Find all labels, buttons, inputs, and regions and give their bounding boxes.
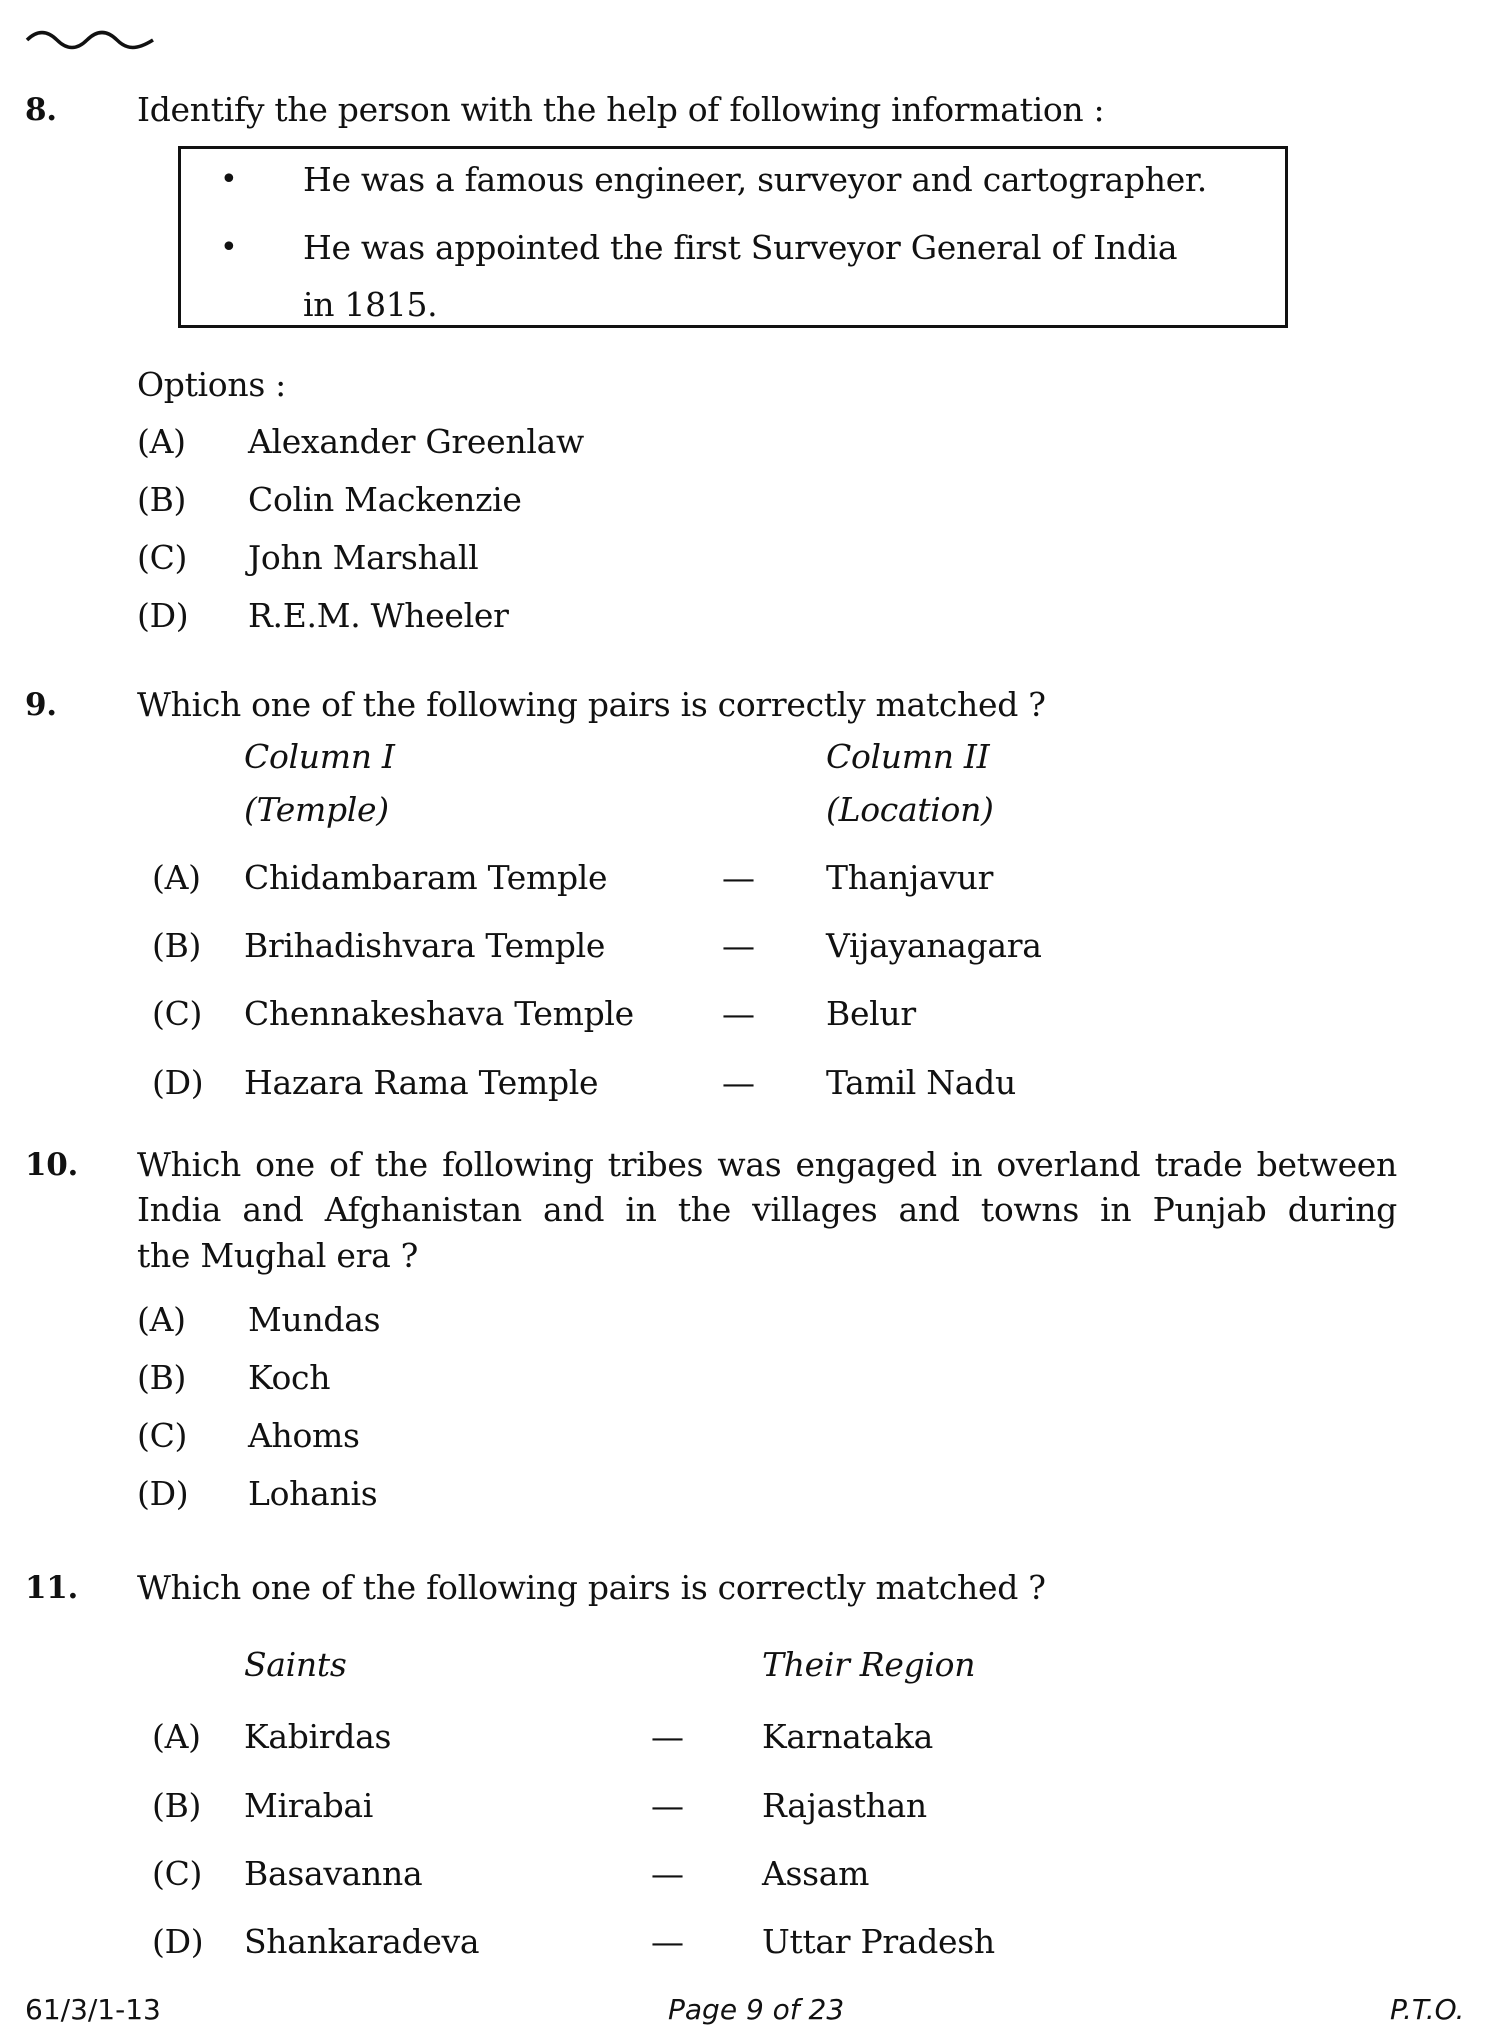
option-text: Alexander Greenlaw (248, 422, 584, 461)
pair-key: (A) (152, 1717, 201, 1756)
pair-left: Shankaradeva (244, 1922, 480, 1961)
question-text: Which one of the following pairs is correctly matched ? (137, 1568, 1046, 1607)
pair-key: (B) (152, 1786, 202, 1825)
pair-key: (C) (152, 994, 203, 1033)
dash: — (722, 858, 755, 897)
question-text-line: the Mughal era ? (137, 1236, 419, 1275)
options-label: Options : (137, 365, 286, 404)
pair-right: Belur (826, 994, 916, 1033)
pair-left: Kabirdas (244, 1717, 392, 1756)
info-line: He was appointed the first Surveyor General of India (303, 228, 1178, 267)
pair-left: Basavanna (244, 1854, 423, 1893)
page-number: Page 9 of 23 (668, 1993, 845, 2026)
dash: — (722, 994, 755, 1033)
option-key: (B) (137, 480, 187, 519)
question-number: 11. (25, 1570, 79, 1606)
pair-key: (C) (152, 1854, 203, 1893)
dash: — (651, 1854, 684, 1893)
option-key: (B) (137, 1358, 187, 1397)
option-text: Mundas (248, 1300, 381, 1339)
pair-right: Rajasthan (762, 1786, 927, 1825)
option-text: R.E.M. Wheeler (248, 596, 509, 635)
bullet-icon: • (220, 162, 238, 197)
dash: — (651, 1786, 684, 1825)
pair-left: Chidambaram Temple (244, 858, 608, 897)
pair-right: Uttar Pradesh (762, 1922, 995, 1961)
column-header: Column II (826, 737, 990, 776)
paper-code: 61/3/1-13 (25, 1993, 161, 2026)
option-text: Ahoms (248, 1416, 360, 1455)
question-number: 8. (25, 92, 57, 128)
question-text: Which one of the following pairs is correctly matched ? (137, 685, 1046, 724)
pair-left: Mirabai (244, 1786, 374, 1825)
pair-key: (D) (152, 1922, 204, 1961)
question-text-line: Which one of the following tribes was engaged in overland trade between (137, 1145, 1397, 1184)
pair-right: Karnataka (762, 1717, 933, 1756)
option-key: (D) (137, 1474, 189, 1513)
bullet-icon: • (220, 230, 238, 265)
dash: — (651, 1922, 684, 1961)
pair-key: (A) (152, 858, 201, 897)
option-key: (D) (137, 596, 189, 635)
pair-left: Hazara Rama Temple (244, 1063, 599, 1102)
column-header: Saints (244, 1645, 347, 1684)
question-number: 10. (25, 1147, 79, 1183)
question-text-line: India and Afghanistan and in the villages and towns in Punjab during (137, 1190, 1397, 1229)
column-subheader: (Location) (826, 790, 994, 829)
pair-right: Assam (762, 1854, 870, 1893)
dash: — (722, 926, 755, 965)
option-text: John Marshall (248, 538, 479, 577)
info-line: He was a famous engineer, surveyor and cartographer. (303, 160, 1207, 199)
option-key: (A) (137, 1300, 186, 1339)
pair-right: Vijayanagara (826, 926, 1042, 965)
option-key: (C) (137, 1416, 188, 1455)
pair-right: Thanjavur (826, 858, 994, 897)
wavy-line-icon (25, 28, 155, 50)
info-line: in 1815. (303, 285, 438, 324)
question-number: 9. (25, 687, 57, 723)
dash: — (722, 1063, 755, 1102)
option-text: Koch (248, 1358, 331, 1397)
option-text: Lohanis (248, 1474, 378, 1513)
dash: — (651, 1717, 684, 1756)
pair-key: (D) (152, 1063, 204, 1102)
column-header: Their Region (762, 1645, 976, 1684)
option-key: (A) (137, 422, 186, 461)
column-header: Column I (244, 737, 395, 776)
option-key: (C) (137, 538, 188, 577)
pair-left: Chennakeshava Temple (244, 994, 634, 1033)
column-subheader: (Temple) (244, 790, 389, 829)
pair-left: Brihadishvara Temple (244, 926, 606, 965)
pair-key: (B) (152, 926, 202, 965)
question-text: Identify the person with the help of following information : (137, 90, 1105, 129)
option-text: Colin Mackenzie (248, 480, 522, 519)
pto-label: P.T.O. (1390, 1993, 1465, 2026)
pair-right: Tamil Nadu (826, 1063, 1016, 1102)
